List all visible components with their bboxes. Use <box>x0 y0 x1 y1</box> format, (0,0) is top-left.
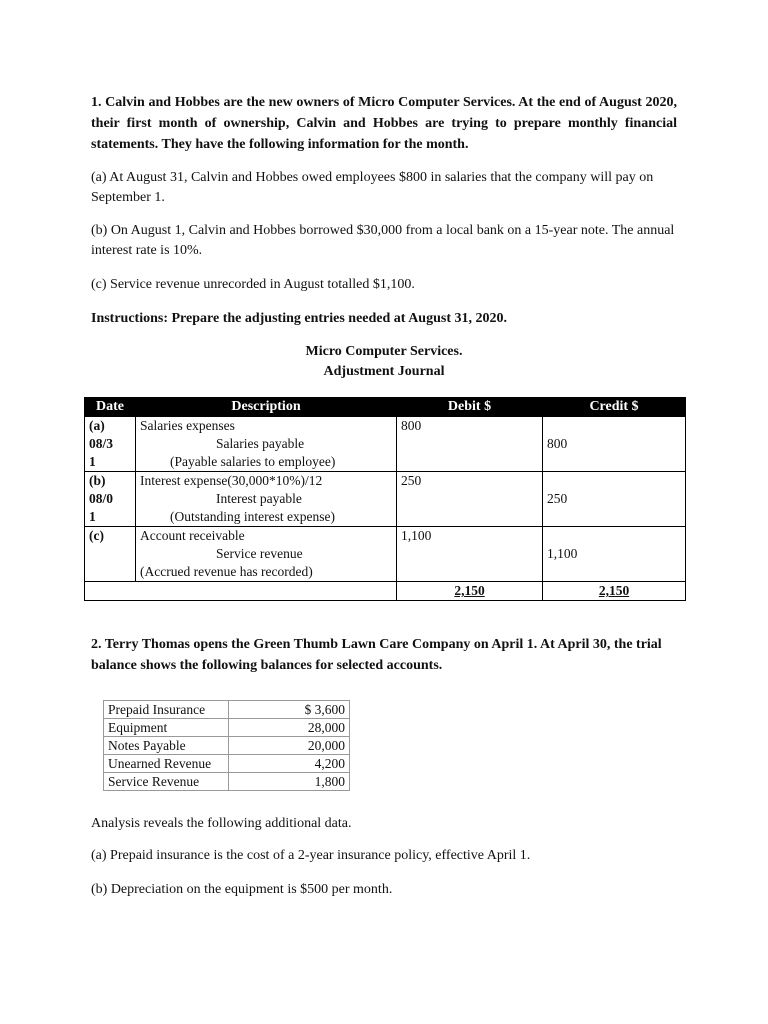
journal-total-row <box>85 582 686 601</box>
adjustment-journal-table <box>84 397 686 601</box>
account-name: Unearned Revenue <box>104 755 229 773</box>
debit-account: Salaries expenses <box>140 418 235 433</box>
debit-amount: 800 <box>397 417 543 472</box>
journal-row <box>85 527 686 582</box>
question-1-text: 1. Calvin and Hobbes are the new owners of Micro Computer Services. At the end of August 2020, their first month of ownership, Calvin and Hobbes are trying to prepare monthly financial statements. They have the following information for the month. <box>91 95 677 152</box>
total-credit: 2,150 <box>543 582 686 601</box>
instructions: Instructions: Prepare the adjusting entries needed at August 31, 2020. <box>91 311 507 326</box>
account-amount: 20,000 <box>229 737 350 755</box>
entry-description <box>136 472 397 527</box>
table-row <box>104 755 350 773</box>
table-row <box>104 719 350 737</box>
credit-amount: 1,100 <box>543 527 686 582</box>
debit-amount: 1,100 <box>397 527 543 582</box>
account-name: Equipment <box>104 719 229 737</box>
account-amount: $ 3,600 <box>229 701 350 719</box>
debit-account: Interest expense(30,000*10%)/12 <box>140 473 323 488</box>
header-debit: Debit $ <box>397 398 543 417</box>
entry-note: (Payable salaries to employee) <box>170 454 336 469</box>
account-amount: 1,800 <box>229 773 350 791</box>
debit-account: Account receivable <box>140 528 245 543</box>
header-description: Description <box>136 398 397 417</box>
account-name: Notes Payable <box>104 737 229 755</box>
account-name: Service Revenue <box>104 773 229 791</box>
company-name: Micro Computer Services. <box>305 344 463 359</box>
total-label-cell <box>85 582 397 601</box>
entry-date: (a) 08/3 1 <box>85 417 136 472</box>
entry-description <box>136 417 397 472</box>
header-date: Date <box>85 398 136 417</box>
table-row <box>104 773 350 791</box>
account-amount: 28,000 <box>229 719 350 737</box>
journal-title: Adjustment Journal <box>323 364 445 379</box>
account-name: Prepaid Insurance <box>104 701 229 719</box>
journal-row <box>85 472 686 527</box>
journal-header-row <box>85 398 686 417</box>
entry-description <box>136 527 397 582</box>
trial-balance-table <box>103 700 350 791</box>
credit-account: Service revenue <box>216 546 303 561</box>
question-1-item-c: (c) Service revenue unrecorded in August totalled $1,100. <box>91 277 415 292</box>
entry-date: (b) 08/0 1 <box>85 472 136 527</box>
total-debit: 2,150 <box>397 582 543 601</box>
question-1-item-b: (b) On August 1, Calvin and Hobbes borrowed $30,000 from a local bank on a 15-year note. The annual interest rate is 10%. <box>91 223 675 258</box>
credit-account: Salaries payable <box>216 436 305 451</box>
question-2-item-b: (b) Depreciation on the equipment is $500 per month. <box>91 882 393 897</box>
question-2-item-a: (a) Prepaid insurance is the cost of a 2-year insurance policy, effective April 1. <box>91 848 531 863</box>
header-credit: Credit $ <box>543 398 686 417</box>
entry-note: (Outstanding interest expense) <box>170 509 335 524</box>
question-2-text: 2. Terry Thomas opens the Green Thumb Lawn Care Company on April 1. At April 30, the trial balance shows the following balances for selected accounts. <box>91 637 662 673</box>
account-amount: 4,200 <box>229 755 350 773</box>
credit-amount: 250 <box>543 472 686 527</box>
journal-row <box>85 417 686 472</box>
credit-amount: 800 <box>543 417 686 472</box>
entry-note: (Accrued revenue has recorded) <box>140 564 313 579</box>
credit-account: Interest payable <box>216 491 302 506</box>
debit-amount: 250 <box>397 472 543 527</box>
analysis-intro: Analysis reveals the following additional data. <box>91 816 352 831</box>
table-row <box>104 737 350 755</box>
table-row <box>104 701 350 719</box>
entry-date: (c) <box>85 527 136 582</box>
question-1-item-a: (a) At August 31, Calvin and Hobbes owed employees $800 in salaries that the company will pay on September 1. <box>91 170 654 205</box>
